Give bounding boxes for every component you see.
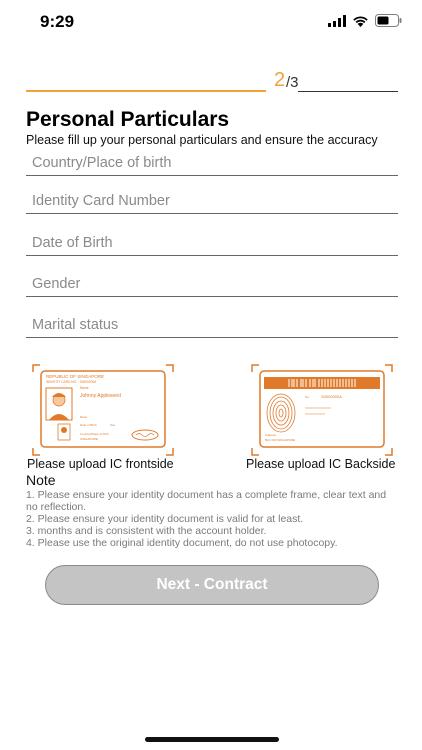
ic-back-illustration	[251, 364, 393, 456]
signal-icon	[328, 15, 346, 27]
country-of-birth-field[interactable]	[26, 150, 398, 176]
ic-back-card-no: S0000000A	[321, 394, 342, 399]
ic-back-upload[interactable]	[251, 364, 393, 456]
date-of-birth-field[interactable]	[26, 230, 398, 256]
note-item: 4. Please use the original identity document, do not use photocopy.	[26, 537, 338, 549]
home-indicator	[145, 737, 279, 742]
progress-line-done	[26, 90, 266, 92]
ic-front-country: REPUBLIC OF SINGAPORE	[46, 374, 105, 379]
step-progress	[26, 66, 398, 92]
note-item: 3. months and is consistent with the account holder.	[26, 525, 267, 537]
note-item: 2. Please ensure your identity document is valid for at least.	[26, 513, 304, 525]
ic-front-upload[interactable]	[32, 364, 174, 456]
page-subtitle: Please fill up your personal particulars and ensure the accuracy	[26, 133, 378, 147]
ic-front-dob-label: Date of Birth	[80, 423, 97, 427]
battery-icon	[375, 14, 402, 27]
note-title: Note	[26, 472, 56, 488]
note-item: 1. Please ensure your identity document has a complete frame, clear text and no reflection.	[26, 489, 387, 513]
marital-status-field[interactable]	[26, 312, 398, 338]
ic-front-name: Johnny Appleseed	[80, 393, 121, 399]
progress-current-step: 2	[274, 69, 286, 91]
svg-text:No.: No.	[305, 395, 310, 399]
page-title: Personal Particulars	[26, 108, 230, 131]
wifi-icon	[352, 15, 369, 27]
status-icons	[328, 14, 402, 27]
ic-front-label: Please upload IC frontside	[27, 457, 174, 471]
ic-front-country-label: Country/Place of birth	[80, 432, 109, 436]
ic-front-illustration	[32, 364, 174, 456]
ic-front-sex-label: Sex	[110, 423, 116, 427]
gender-field[interactable]	[26, 271, 398, 297]
ic-front-race-label: Race	[80, 415, 88, 419]
ic-back-label: Please upload IC Backside	[246, 457, 396, 471]
note-list	[26, 489, 398, 549]
status-bar	[0, 0, 422, 46]
progress-line-remaining	[298, 91, 398, 92]
ic-front-country-value: SINGAPORE	[80, 437, 98, 441]
ic-front-name-label: Name	[80, 386, 89, 390]
identity-card-number-field[interactable]	[26, 188, 398, 214]
status-time: 9:29	[40, 12, 75, 31]
ic-back-address-label: Address	[265, 433, 277, 437]
ic-front-card-no: IDENTITY CARD NO. : S0000000A	[46, 380, 97, 384]
progress-total-steps: /3	[286, 74, 299, 91]
ic-back-address: BLK 000 SINGAPORE	[265, 438, 296, 442]
next-contract-button[interactable]: Next - Contract	[45, 565, 379, 605]
small-portrait-icon	[61, 427, 67, 433]
